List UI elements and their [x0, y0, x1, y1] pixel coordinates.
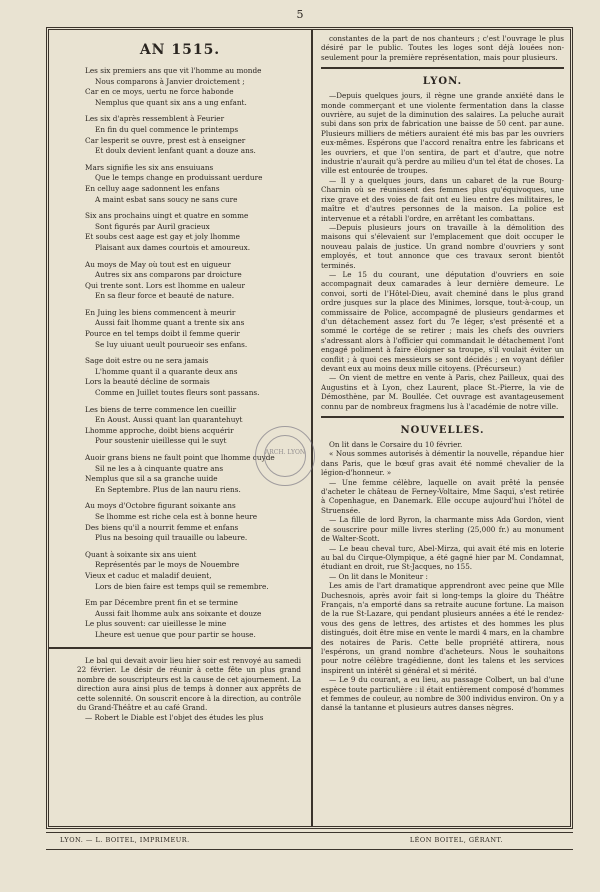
- poem-verse: Plus na besoing quil trauaille ou labeure.: [95, 533, 248, 543]
- library-stamp: [255, 426, 315, 486]
- poem-verse: Les six d'après ressemblent à Feurier: [85, 114, 225, 124]
- poem-verse: Quant à soixante six ans uient: [85, 549, 197, 559]
- poem-stanza: [85, 501, 311, 543]
- poem-verse: Nous comparons à Janvier droictement ;: [95, 76, 245, 86]
- lyon-paragraph: —Depuis plusieurs jours on travaille à la démolition des maisons qui s'élevaient sur l'emplacement que doit occuper le nouveau palais de justice. Un grand nombre d'ouvriers y sont employés, et tout annonce que ces travaux seront bientôt terminés.: [321, 222, 564, 270]
- poem-stanza: [85, 163, 311, 205]
- poem-verse: Aussi fait lhomme aulx ans soixante et douze: [95, 608, 262, 618]
- poem-verse: Le plus souvent: car uieillesse le mine: [85, 619, 227, 629]
- poem-verse: En Aoust. Aussi quant lan quarantehuyt: [95, 415, 243, 425]
- poem-verse: Des biens qu'il a nourrit femme et enfans: [85, 522, 239, 532]
- nouvelles-section: [321, 440, 564, 713]
- poem-verse: Les six premiers ans que vit l'homme au monde: [85, 66, 262, 75]
- poem-stanza: [85, 66, 311, 108]
- nouvelles-paragraph: — Le 9 du courant, a eu lieu, au passage Colbert, un bal d'une espèce toute particulière : il était entièrement composé d'hommes et femmes de couleur, au nombre de 300 individus environ. On y a dansé la tantanne et plusieurs autres danses nègres.: [321, 675, 564, 713]
- poem-title: AN 1515.: [139, 42, 221, 58]
- nouvelles-paragraph: Les amis de l'art dramatique apprendront avec peine que Mlle Duchesnois, après avoir fait si long-temps la gloire du Théâtre Français, n'a emporté dans sa retraite aucune fortune. La maison de la rue St-Lazare, qui pendant plusieurs années a été le rendez-vous des gens de lettres, des artistes et des hommes les plus distingués, doit être mise en vente le mardi 4 mars, en la chambre des notaires de Paris. Cette belle propriété attirera, nous l'espérons, un grand nombre d'acheteurs. Nous le souhaitons pour notre célèbre tragédienne, dont les talens et les services inspirent un intérêt si général et si mérité.: [321, 581, 564, 675]
- poem-verse: Au moys d'Octobre figurant soixante ans: [85, 501, 236, 511]
- lyon-paragraph: —Depuis quelques jours, il règne une grande anxiété dans le monde commerçant et une violente fermentation dans la classe ouvrière, au sujet de la diminution des salaires. La peluche aurait subi dans son prix de fabrication une baisse de 50 cent. par aune. Plusieurs milliers de métiers auraient été mis bas par les ouvriers eux-mêmes. Espérons que l'accord renaîtra entre les fabricans et les ouvriers, et que l'on sentira, de part et d'autre, que notre industrie n'aurait qu'à perdre au milieu d'un tel état de choses. La ville est entourée de troupes.: [321, 91, 564, 176]
- poem-verse: Et doulx devient lenfant quant a douze ans.: [95, 146, 256, 156]
- bal-paragraph: Le bal qui devait avoir lieu hier soir est renvoyé au samedi 22 février. Le désir de réunir à cette fête un plus grand nombre de souscripteurs est la cause de cet ajournement. La direction aura ainsi plus de temps à donner aux apprêts de cette solennité. On souscrit encore à la direction, au contrôle du Grand-Théâtre et au café Grand.: [77, 655, 301, 712]
- poem-verse: Se lhomme est riche cela est à bonne heure: [95, 511, 258, 521]
- poem-verse: Que le temps change en produissant uerdure: [95, 173, 263, 183]
- poem-verse: Lheure est uenue que pour partir se house.: [95, 629, 256, 639]
- poem-verse: Lhomme approche, doibt biens acquérir: [85, 425, 234, 435]
- poem-verse: Représentés par le moys de Nouembre: [95, 560, 240, 570]
- poem-stanza: [85, 211, 311, 253]
- poem-verse: Em par Décembre prent fin et se termine: [85, 598, 238, 608]
- divider: [49, 647, 311, 651]
- manager-credit: LÉON BOITEL, GÉRANT.: [409, 836, 503, 844]
- poem-verse: Pource en tel temps doibt il femme querir: [85, 329, 240, 339]
- lyon-section: [321, 91, 564, 411]
- page-frame: [46, 27, 573, 829]
- poem-verse: En fin du quel commence le printemps: [95, 124, 239, 134]
- poem-verse: Et soubs cest aage est gay et joly lhomme: [85, 232, 240, 242]
- intro-paragraph: constantes de la part de nos chanteurs ; c'est l'ouvrage le plus désiré par le public. Toutes les loges sont déjà louées non-seulement pour la première représentation, mais pour plusieurs.: [321, 34, 564, 62]
- poem-verse: L'homme quant il a quarante deux ans: [95, 366, 238, 376]
- poem-verse: En sa fleur force et beauté de nature.: [95, 291, 235, 301]
- poem-verse: En Juing les biens commencent à meurir: [85, 307, 236, 317]
- poem-verse: Les biens de terre commence len cueillir: [85, 404, 237, 414]
- poem-verse: Qui trente sont. Lors est lhomme en ualeur: [85, 280, 245, 290]
- stamp-text: ARCH. LYON: [264, 449, 306, 456]
- poem-verse: Plaisant aux dames courtois et amoureux.: [95, 242, 251, 252]
- poem-verse: En Septembre. Plus de lan nauru riens.: [95, 484, 241, 494]
- nouvelles-paragraph: On lit dans le Corsaire du 10 février.: [329, 440, 463, 450]
- lyon-heading: LYON.: [422, 76, 463, 88]
- poem-verse: Nemplus que sil a sa granche uuide: [85, 474, 218, 484]
- poem-stanza: [85, 308, 311, 350]
- page-number: 5: [296, 8, 304, 21]
- nouvelles-paragraph: — Le beau cheval turc, Abel-Mirza, qui avait été mis en loterie au bal du Cirque-Olympique, a été gagné hier par M. Condamnat, étudiant en droit, rue St-Jacques, no 155.: [321, 543, 564, 572]
- poem-stanza: [85, 550, 311, 592]
- poem-verse: Se luy uiuant ueult pourueoir ses enfans.: [95, 339, 248, 349]
- poem-verse: Car en ce moys, uertu ne force habonde: [85, 87, 234, 97]
- poem-verse: Autres six ans comparons par droicture: [95, 270, 242, 280]
- lyon-paragraph: — Il y a quelques jours, dans un cabaret de la rue Bourg-Charnin où se réunissent des femmes plus qu'équivoques, une rixe grave et des voies de fait ont eu lieu entre des militaires, le maître et d'autres personnes de la maison. La police est intervenue et a rétabli l'ordre, en arrêtant les combattans.: [321, 175, 564, 223]
- poem-verse: Sont figurés par Auril gracieux: [95, 221, 210, 231]
- poem-verse: Lors la beauté décline de sormais: [85, 377, 210, 387]
- lyon-paragraph: — On vient de mettre en vente à Paris, chez Pailleux, quai des Augustins et à Lyon, chez Laurent, place St.-Pierre, la vie de Démosthène, par M. Boullée. Cet ouvrage est avantageusement connu par de nombreux fragmens lus à l'académie de notre ville.: [321, 373, 564, 411]
- intro-article: [321, 34, 564, 62]
- poem-verse: Pour soustenir uieillesse qui le suyt: [95, 436, 227, 446]
- page-footer: [46, 832, 573, 850]
- poem-verse: En celluy aage sadonnent les enfans: [85, 183, 220, 193]
- poem-verse: Vieux et caduc et maladif deuient,: [85, 570, 212, 580]
- poem-verse: Sage doit estre ou ne sera jamais: [85, 356, 209, 366]
- poem-verse: Lors de bien faire est temps quil se remembre.: [95, 581, 269, 591]
- right-column: [313, 30, 570, 826]
- poem-verse: Mars signifie les six ans ensuiuans: [85, 162, 214, 172]
- nouvelles-heading: NOUVELLES.: [400, 425, 485, 437]
- poem-verse: A maint esbat sans soucy ne sans cure: [95, 194, 238, 204]
- lyon-paragraph: — Le 15 du courant, une députation d'ouvriers en soie accompagnait deux camarades à leur dernière demeure. Le convoi, sorti de l'Hôtel-Dieu, avait cheminé dans le plus grand ordre jusques sur la place des Minimes, lorsque, tout-à-coup, un commissaire de Police, accompagné de plusieurs gendarmes et d'un détachement assez fort du 7e léger, s'est présenté et a sommé le cortége de se retirer ; mais les chefs des ouvriers s'adressant alors à l'officier qui commandait le détachement l'ont engagé poliment à faire éloigner sa troupe, s'il voulait éviter un conflit ; à quoi ces messieurs se sont décidés ; en voyant défiler devant eux au moins deux mille citoyens. (Précurseur.): [321, 269, 564, 373]
- poem: [49, 66, 311, 641]
- poem-verse: Comme en Juillet toutes fleurs sont passans.: [95, 388, 260, 398]
- poem-stanza: [85, 598, 311, 640]
- bal-article: [77, 656, 301, 723]
- nouvelles-paragraph: — La fille de lord Byron, la charmante miss Ada Gordon, vient de souscrire pour mille livres sterling (25,000 fr.) au monument de Walter-Scott.: [321, 515, 564, 544]
- divider: [321, 67, 564, 71]
- poem-verse: Nemplus que quant six ans a ung enfant.: [95, 97, 247, 107]
- poem-verse: Car lesperit se ouvre, prest est à enseigner: [85, 135, 246, 145]
- printer-credit: LYON. — L. BOITEL, IMPRIMEUR.: [60, 836, 190, 844]
- nouvelles-paragraph: — Une femme célèbre, laquelle on avait prêté la pensée d'acheter le château de Ferney-Voltaire, Mme Saqui, s'est retirée à Copenhague, en Danemark. Elle occupe aujourd'hui l'hôtel de Struensée.: [321, 477, 564, 515]
- poem-verse: Auoir grans biens ne fault point que lhomme cuyde: [85, 453, 275, 462]
- poem-verse: Sil ne les a à cinquante quatre ans: [95, 463, 224, 473]
- robert-paragraph: — Robert le Diable est l'objet des études les plus: [85, 712, 264, 722]
- divider: [321, 416, 564, 420]
- nouvelles-paragraph: — On lit dans le Moniteur :: [329, 571, 428, 581]
- poem-verse: Aussi fait lhomme quant a trente six ans: [95, 318, 245, 328]
- nouvelles-paragraph: « Nous sommes autorisés à démentir la nouvelle, répandue hier dans Paris, que le bœuf gras avait été nommé chevalier de la légion-d'honneur. »: [321, 449, 564, 478]
- poem-stanza: [85, 260, 311, 302]
- poem-verse: Six ans prochains uingt et quatre en somme: [85, 211, 249, 221]
- poem-verse: Au moys de May où tout est en uigueur: [85, 259, 231, 269]
- poem-stanza: [85, 114, 311, 156]
- poem-stanza: [85, 356, 311, 398]
